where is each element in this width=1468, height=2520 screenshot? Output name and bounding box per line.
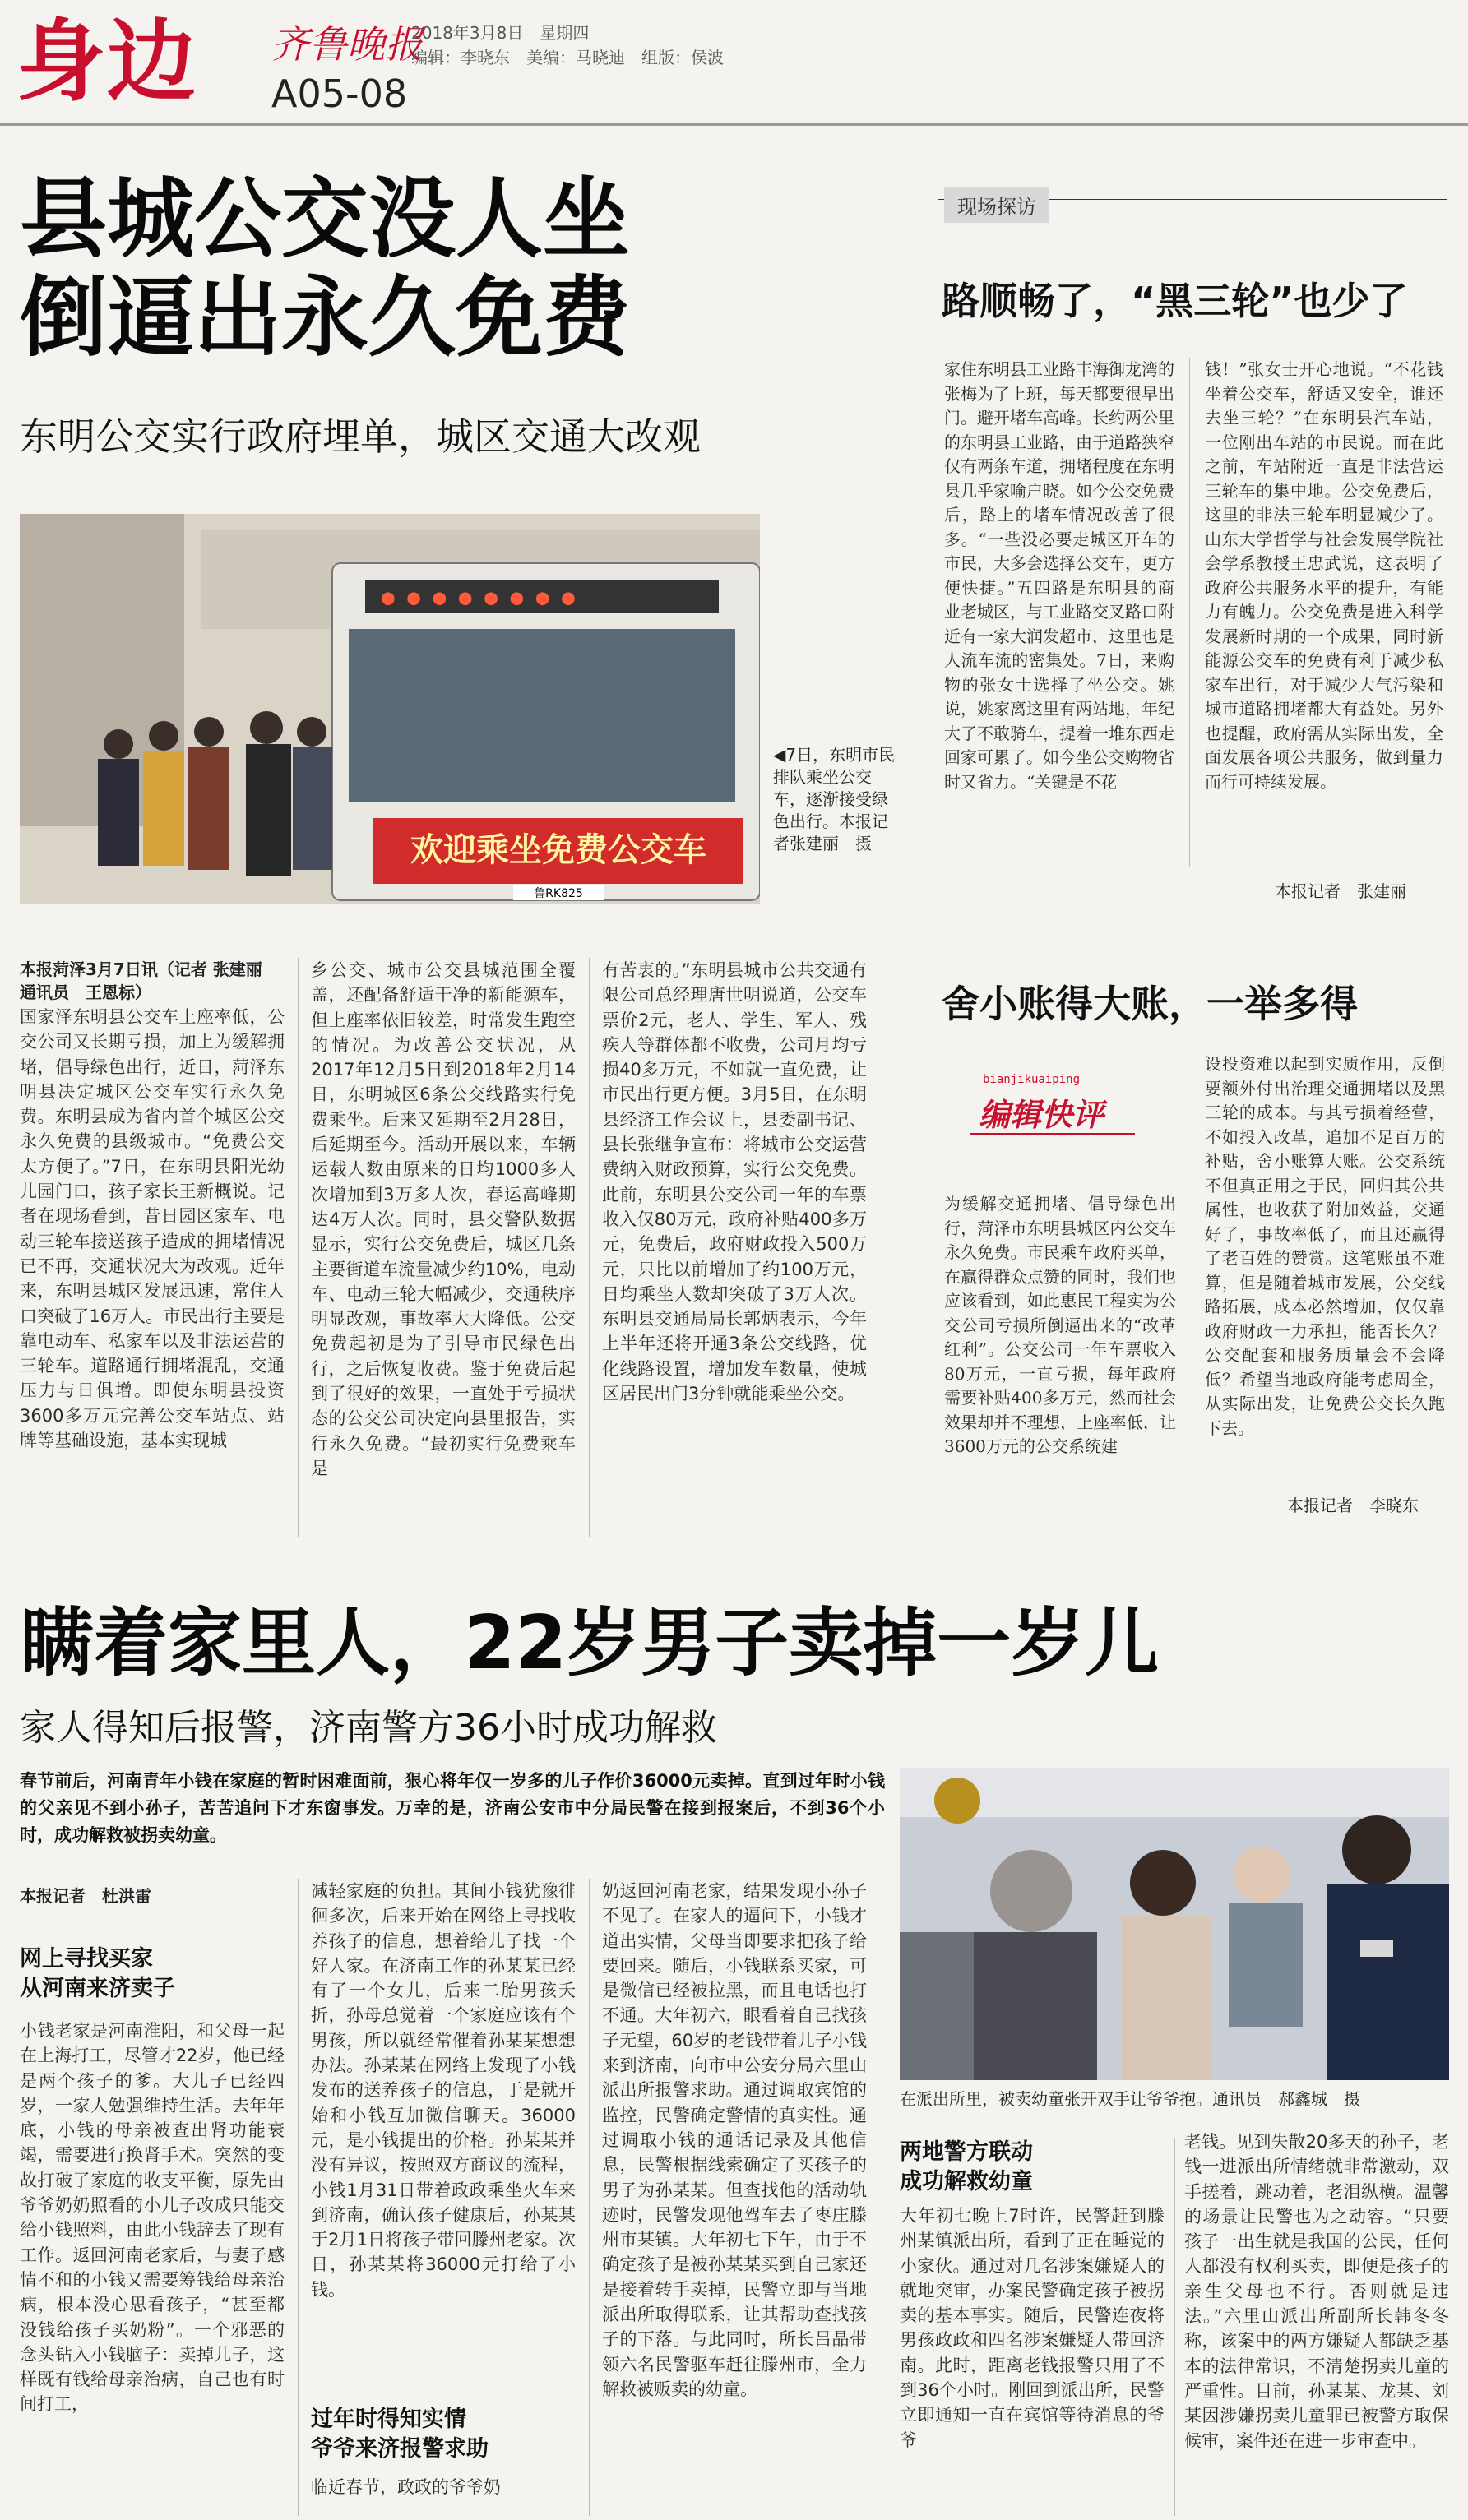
bus-photo-illustration [20,514,760,904]
section-title: 身边 [16,10,198,113]
story1-column-2: 乡公交、城市公交县城范围全覆盖，还配备舒适干净的新能源车，但上座率依旧较差，时常发生跑空的情况。为改善公交状况，从2017年12月5日到2018年2月14日，东明城区6条公交线路实行免费乘坐。后来又延期至2月28日，后延期至今。活动开展以来，车辆运载人数由原来的日均1000多人次增加到3万多人次，春运高峰期达4万人次。同时，县交警队数据显示，实行公交免费后，城区几条主要街道车流量减少约10%，电动车、电动三轮大幅减少，交通秩序明显改观，事故率大大降低。公交免费起初是为了引导市民绿色出行，之后恢复收费。鉴于免费后起到了很好的效果，一直处于亏损状态的公交公司决定向县里报告，实行永久免费。“最初实行免费乘车是 [311,960,576,1478]
masthead-rule [0,123,1468,126]
column-rule [589,1879,590,2516]
bus-plate: 鲁RK825 [534,887,583,900]
story2-column-5: 老钱。见到失散20多天的孙子，老钱一进派出所情绪就非常激动，双手搓着，跳动着，老泪纵横。温馨的场景让民警也为之动容。“只要孩子一出生就是我国的公民，任何人都没有权利买卖，即便是孩子的亲生父母也不行。否则就是违法。”六里山派出所副所长韩冬冬称，该案中的两方嫌疑人都缺乏基本的法律常识，不清楚拐卖儿童的严重性。目前，孙某某、龙某、刘某因涉嫌拐卖儿童罪已被警方取保候审，案件还在进一步审查中。 [1184,2132,1449,2451]
story2-subhead-2: 过年时得知实情 爷爷来济报警求助 [311,2407,489,2462]
column-rule [1174,2138,1175,2516]
commentary-badge: 编辑快评 [979,1097,1104,1133]
field-visit-byline: 本报记者 张建丽 [1275,881,1406,901]
commentary-byline: 本报记者 李晓东 [1287,1496,1419,1515]
story1-byline: 本报菏泽3月7日讯（记者 张建丽 通讯员 王恩标） [20,959,279,1002]
rescue-photo-caption: 在派出所里，被卖幼童张开双手让爷爷抱。通讯员 郝鑫城 摄 [900,2089,1360,2109]
story2-column-1: 小钱老家是河南淮阳，和父母一起在上海打工，尽管才22岁，他已经是两个孩子的爹。大儿子已经四岁，一家人勉强维持生活。去年年底，小钱的母亲被查出肾功能衰竭，需要进行换肾手术。突然的变故打破了家庭的收支平衡，原先由爷爷奶奶照看的小儿子改成只能交给小钱照料，由此小钱辞去了现有工作。返回河南老家后，与妻子感情不和的小钱又需要筹钱给母亲治病，根本没心思看孩子，“甚至都没钱给孩子买奶粉”。一个邪恶的念头钻入小钱脑子：卖掉儿子，这样既有钱给母亲治病，自己也有时间打工， [20,2021,285,2415]
story2-column-2b: 临近春节，政政的爷爷奶 [311,2477,501,2497]
column-rule [589,958,590,1537]
story2-lead: 春节前后，河南青年小钱在家庭的暂时困难面前，狠心将年仅一岁多的儿子作价36000元卖掉。直到过年时小钱的父亲见不到小孙子，苦苦追问下才东窗事发。万幸的是，济南公安市中分局民警在接到报案后，不到36个小时，成功解救被拐卖幼童。 [20,1771,885,1845]
story2-subhead-1: 网上寻找买家 从河南来济卖子 [20,1946,175,2001]
issue-date: 2018年3月8日 星期四 [411,23,590,43]
bus-photo [20,514,760,904]
story2-subhead-3: 两地警方联动 成功解救幼童 [900,2139,1033,2194]
column-rule [1189,358,1190,867]
story2-byline: 本报记者 杜洪雷 [20,1886,151,1906]
story2-headline: 瞒着家里人，22岁男子卖掉一岁儿 [20,1600,1160,1686]
story1-headline-line2: 倒逼出永久免费 [20,267,630,368]
commentary-badge-pinyin: bianjikuaiping [983,1073,1081,1086]
commentary-column-2: 设投资难以起到实质作用，反倒要额外付出治理交通拥堵以及黑三轮的成本。与其亏损着经营，不如投入改革，追加不足百万的补贴，舍小账算大账。公交系统不但真正用之于民，回归其公共属性，也收获了附加效益，交通好了，事故率低了，而且还赢得了老百姓的赞赏。这笔账虽不难算，但是随着城市发展，公交线路拓展，成本必然增加，仅仅靠政府财政一力承担，能否长久？公交配套和服务质量会不会降低？希望当地政府能考虑周全，从实际出发，让免费公交长久跑下去。 [1205,1054,1445,1438]
field-visit-column-2: 钱！”张女士开心地说。“不花钱坐着公交车，舒适又安全，谁还去坐三轮？”在东明县汽车站，一位刚出车站的市民说。而在此之前，车站附近一直是非法营运三轮车的集中地。公交免费后，这里的非法三轮车明显减少了。山东大学哲学与社会发展学院社会学系教授王忠武说，这表明了政府公共服务水平的提升，有能力有魄力。公交免费是进入科学发展新时期的一个成果，同时新能源公交车的免费有利于减少私家车出行，对于减少大气污染和城市道路拥堵都大有益处。另外也提醒，政府需从实际出发，全面发展各项公共服务，做到量力而行可持续发展。 [1205,359,1443,792]
editors-credit: 编辑：李晓东 美编：马晓迪 组版：侯波 [411,48,724,67]
story1-column-1: 国家泽东明县公交车上座率低，公交公司又长期亏损，加上为缓解拥堵，倡导绿色出行，近日，菏泽东明县决定城区公交车实行永久免费。东明县成为省内首个城区公交永久免费的县级城市。“免费公交太方便了。”7日，在东明县阳光幼儿园门口，孩子家长王新概说。记者在现场看到，昔日园区家车、电动三轮车接送孩子造成的拥堵情况已不再，交通状况大为改观。近年来，东明县城区发展迅速，常住人口突破了16万人。市民出行主要是靠电动车、私家车以及非法运营的三轮车。道路通行拥堵混乱，交通压力与日俱增。即使东明县投资3600多万元完善公交车站点、站牌等基础设施，基本实现城 [20,1007,285,1451]
rescue-photo [900,1768,1449,2080]
story2-subheadline: 家人得知后报警，济南警方36小时成功解救 [20,1707,717,1749]
svg-text:● ● ● ● ● ● ● ●: ● ● ● ● ● ● ● ● [382,585,575,610]
column-rule [298,1879,299,2516]
story1-subheadline: 东明公交实行政府埋单，城区交通大改观 [20,414,701,459]
commentary-column-1: 为缓解交通拥堵、倡导绿色出行，菏泽市东明县城区内公交车永久免费。市民乘车政府买单，在赢得群众点赞的同时，我们也应该看到，如此惠民工程实为公交公司亏损所倒逼出来的“改革红利”。公交公司一年车票收入80万元，一直亏损，每年政府需要补贴400多万元，然而社会效果却并不理想，上座率低，让3600万元的公交系统建 [944,1194,1176,1456]
story2-column-4: 大年初七晚上7时许，民警赶到滕州某镇派出所，看到了正在睡觉的小家伙。通过对几名涉案嫌疑人的就地突审，办案民警确定孩子被拐卖的基本事实。随后，民警连夜将男孩政政和四名涉案嫌疑人带回济南。此时，距离老钱报警只用了不到36个小时。刚回到派出所，民警立即通知一直在宾馆等待消息的爷爷 [900,2206,1165,2450]
story1-headline-line1: 县城公交没人坐 [20,169,630,270]
rescue-photo-illustration [900,1768,1449,2080]
commentary-badge-underline [970,1133,1135,1135]
field-visit-column-1: 家住东明县工业路丰海御龙湾的张梅为了上班，每天都要很早出门。避开堵车高峰。长约两公里的东明县工业路，由于道路狭窄仅有两条车道，拥堵程度在东明县几乎家喻户晓。如今公交免费后，路上的堵车情况改善了很多。“一些没必要走城区开车的市民，大多会选择公交车，更方便快捷。”五四路是东明县的商业老城区，与工业路交叉路口附近有一家大润发超市，这里也是人流车流的密集处。7日，来购物的张女士选择了坐公交。姚说，姚家离这里有两站地，年纪大了不敢骑车，提着一堆东西走回家可累了。如今坐公交购物省时又省力。“关键是不花 [944,359,1174,792]
bus-photo-caption: ◀7日，东明市民排队乘坐公交车，逐渐接受绿色出行。本报记者张建丽 摄 [773,745,896,853]
newspaper-logo: 齐鲁晚报 [271,22,423,67]
field-visit-tag: 现场探访 [944,187,1049,223]
column-rule [298,958,299,1537]
commentary-headline: 舍小账得大账，一举多得 [942,982,1358,1026]
story2-column-2: 减轻家庭的负担。其间小钱犹豫徘徊多次，后来开始在网络上寻找收养孩子的信息，想着给儿子找一个好人家。在济南工作的孙某某已经有了一个女儿，后来二胎男孩夭折，孙母总觉着一个家庭应该有个男孩，所以就经常催着孙某某想想办法。孙某某在网络上发现了小钱发布的送养孩子的信息，于是就开始和小钱互加微信聊天。36000元，是小钱提出的价格。孙某某并没有异议，按照双方商议的流程，小钱1月31日带着政政乘坐火车来到济南，确认孩子健康后，孙某某于2月1日将孩子带回滕州老家。次日，孙某某将36000元打给了小钱。 [311,1881,576,2300]
bus-banner-text: 欢迎乘坐免费公交车 [410,831,706,869]
story1-column-3: 有苦衷的。”东明县城市公共交通有限公司总经理唐世明说道，公交车票价2元，老人、学生、军人、残疾人等群体都不收费，公司月均亏损40多万元，不如就一直免费，让市民出行更方便。3月5日，在东明县经济工作会议上，县委副书记、县长张继争宣布：将城市公交运营费纳入财政预算，实行公交免费。此前，东明县公交公司一年的车票收入仅80万元，政府补贴400多万元，免费后，政府财政投入500万元，只比以前增加了约100万元，日均乘坐人数却突破了3万人次。东明县交通局局长郭炳表示，今年上半年还将开通3条公交线路，优化线路设置，增加发车数量，使城区居民出门3分钟就能乘坐公交。 [602,960,867,1404]
story2-column-3: 奶返回河南老家，结果发现小孙子不见了。在家人的逼问下，小钱才道出实情，父母当即要求把孩子给要回来。随后，小钱联系买家，可是微信已经被拉黑，而且电话也打不通。大年初六，眼看着自己找孩子无望，60岁的老钱带着儿子小钱来到济南，向市中公安分局六里山派出所报警求助。通过调取宾馆的监控，民警确定警情的真实性。通过调取小钱的通话记录及其他信息，民警根据线索确定了买孩子的男子为孙某某。但查找他的活动轨迹时，民警发现他驾车去了枣庄滕州市某镇。大年初七下午，由于不确定孩子是被孙某某买到自己家还是接着转手卖掉，民警立即与当地派出所取得联系，让其帮助查找孩子的下落。与此同时，所长吕晶带领六名民警驱车赶往滕州市，全力解救被贩卖的幼童。 [602,1881,867,2399]
page-code: A05-08 [271,72,408,116]
field-visit-headline: 路顺畅了，“黑三轮”也少了 [942,279,1408,323]
